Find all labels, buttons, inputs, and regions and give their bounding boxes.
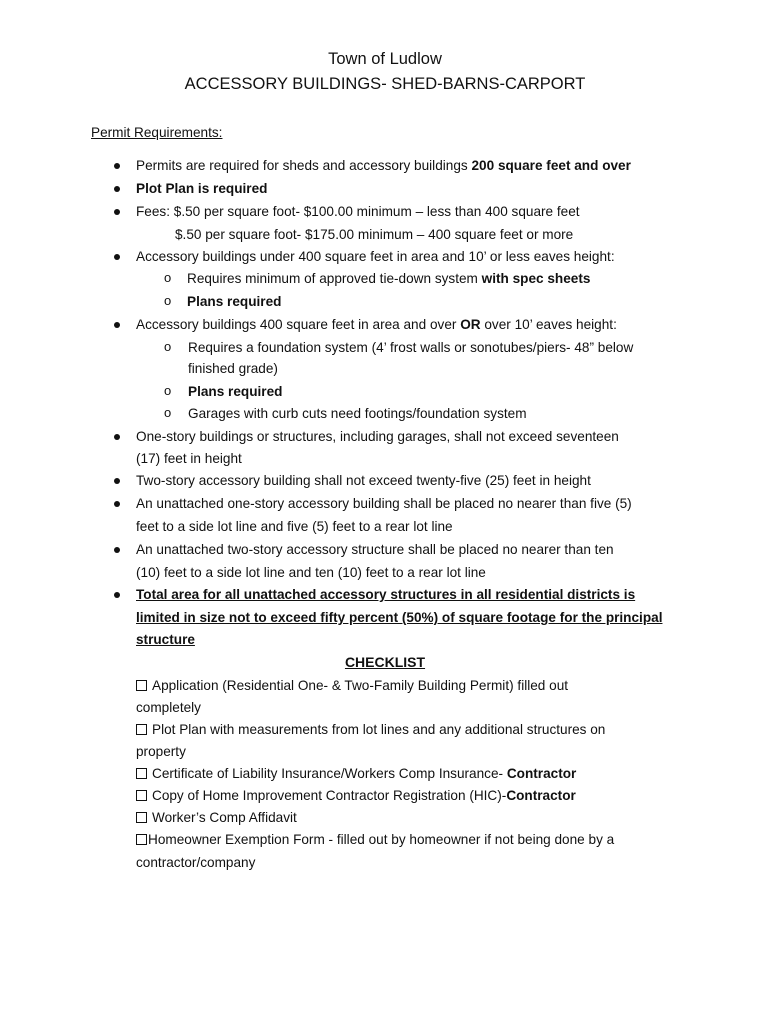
checkbox[interactable] [136, 680, 147, 691]
bullet-dot [114, 254, 120, 260]
requirement-two-story-setback-line1: An unattached two-story accessory structure shall be placed no nearer than ten [136, 542, 614, 557]
checkbox[interactable] [136, 790, 147, 801]
circle-bullet: o [164, 405, 172, 420]
bullet-dot [114, 501, 120, 507]
requirement-total-area-line1: Total area for all unattached accessory structures in all residential districts is [136, 587, 636, 602]
permit-requirements-heading: Permit Requirements: [91, 125, 223, 140]
checkbox[interactable] [136, 834, 147, 845]
bullet-dot [114, 209, 120, 215]
bullet-dot [114, 186, 120, 192]
requirement-under-400: Accessory buildings under 400 square feet in area and 10’ or less eaves height: [136, 249, 615, 264]
bullet-dot [114, 322, 120, 328]
requirement-plans-required-2: Plans required [188, 384, 283, 399]
checklist-item-insurance: Certificate of Liability Insurance/Workers Comp Insurance- Contractor [136, 766, 576, 782]
town-name: Town of Ludlow [328, 50, 442, 68]
checklist-item-hic: Copy of Home Improvement Contractor Registration (HIC)-Contractor [136, 788, 576, 804]
checklist-heading: CHECKLIST [344, 654, 426, 670]
checklist-item-application-cont: completely [136, 700, 201, 715]
requirement-plot-plan: Plot Plan is required [136, 181, 268, 196]
checkbox[interactable] [136, 812, 147, 823]
bullet-dot [114, 547, 120, 553]
requirement-total-area-line2: limited in size not to exceed fifty percent (50%) of square footage for the principal [136, 610, 663, 625]
circle-bullet: o [164, 293, 172, 308]
circle-bullet: o [164, 339, 172, 354]
circle-bullet: o [164, 270, 172, 285]
requirement-one-story-height-line1: One-story buildings or structures, including garages, shall not exceed seventeen [136, 429, 619, 444]
document-title: ACCESSORY BUILDINGS- SHED-BARNS-CARPORT [184, 75, 586, 93]
bullet-dot [114, 592, 120, 598]
requirement-400-and-over: Accessory buildings 400 square feet in area and over OR over 10’ eaves height: [136, 317, 617, 332]
requirement-fees-line2: $.50 per square foot- $175.00 minimum – 400 square feet or more [175, 227, 574, 242]
checklist-item-workers-comp: Worker’s Comp Affidavit [136, 810, 297, 826]
requirement-fees-line1: Fees: $.50 per square foot- $100.00 minimum – less than 400 square feet [136, 204, 580, 219]
bullet-dot [114, 478, 120, 484]
requirement-one-story-height-line2: (17) feet in height [136, 451, 242, 466]
requirement-garages-curb-cuts: Garages with curb cuts need footings/foundation system [188, 406, 527, 421]
checklist-item-homeowner-exemption-cont: contractor/company [136, 855, 256, 870]
requirement-one-story-setback-line1: An unattached one-story accessory building shall be placed no nearer than five (5) [136, 496, 632, 511]
requirement-foundation-line2: finished grade) [188, 361, 278, 376]
bullet-dot [114, 163, 120, 169]
circle-bullet: o [164, 383, 172, 398]
requirement-total-area-line3: structure [136, 632, 195, 647]
checkbox[interactable] [136, 768, 147, 779]
requirement-two-story-height: Two-story accessory building shall not exceed twenty-five (25) feet in height [136, 473, 591, 488]
requirement-tie-down: Requires minimum of approved tie-down system with spec sheets [187, 271, 591, 286]
requirement-one-story-setback-line2: feet to a side lot line and five (5) feet to a rear lot line [136, 519, 453, 534]
requirement-plans-required-1: Plans required [187, 294, 282, 309]
checklist-item-application: Application (Residential One- & Two-Family Building Permit) filled out [136, 678, 568, 694]
requirement-foundation-line1: Requires a foundation system (4’ frost walls or sonotubes/piers- 48” below [188, 340, 634, 355]
checklist-item-plot-plan-cont: property [136, 744, 186, 759]
requirement-two-story-setback-line2: (10) feet to a side lot line and ten (10) feet to a rear lot line [136, 565, 486, 580]
checklist-item-plot-plan: Plot Plan with measurements from lot lines and any additional structures on [136, 722, 605, 738]
checkbox[interactable] [136, 724, 147, 735]
requirement-permits: Permits are required for sheds and accessory buildings 200 square feet and over [136, 158, 631, 173]
bullet-dot [114, 434, 120, 440]
checklist-item-homeowner-exemption: Homeowner Exemption Form - filled out by homeowner if not being done by a [136, 832, 614, 848]
